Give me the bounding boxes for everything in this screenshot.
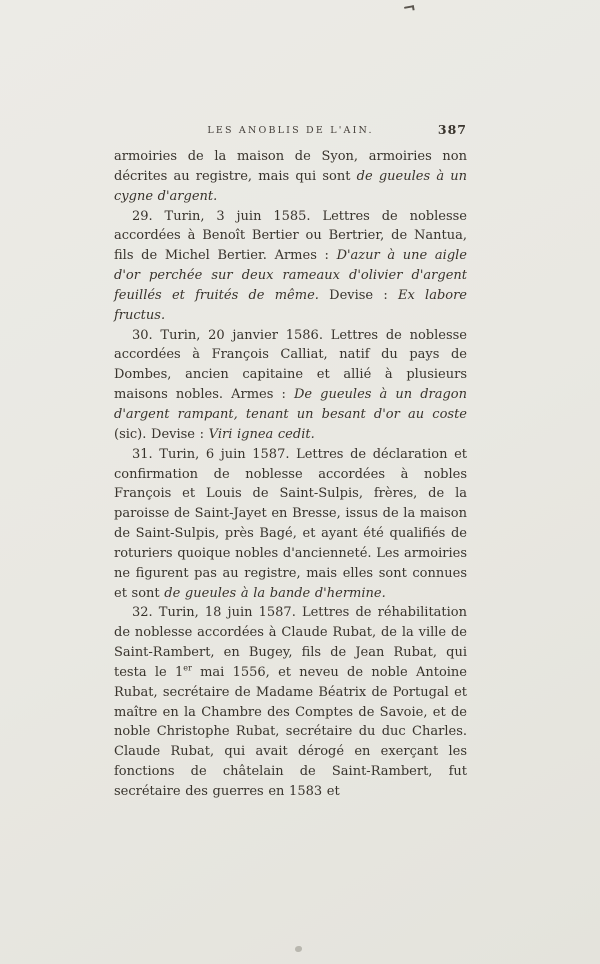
page-header — [114, 123, 467, 141]
blazon-italic-text: Viri ignea cedit. — [208, 426, 315, 442]
blazon-italic-text: De gueules à un dragon d'argent rampant, tenant un besant d'or au coste — [114, 387, 467, 422]
body-text: 32. Turin, 18 juin 1587. Lettres de réhabilitation de noblesse accordées à Claude Rubat, de la ville de Saint-Rambert, en Bugey, fils de Jean Rubat, qui testa le 1 — [114, 605, 467, 680]
paragraph-31-saint-sulpis — [114, 445, 467, 604]
blazon-italic-text: D'azur à une aigle d'or perchée sur deux rameaux d'olivier d'argent feuillés et fruités de même. — [114, 248, 467, 303]
body-text: armoiries de la maison de Syon, armoiries non décrites au registre, mais qui sont — [114, 149, 467, 184]
body-text: 31. Turin, 6 juin 1587. Lettres de déclaration et confirmation de noblesse accordées à nobles François et Louis de Saint-Sulpis, frères, de la paroisse de Saint-Jayet en Bresse, issus de la maison de Saint-Sulpis, près Bagé, et ayant été qualifiés de roturiers quoique nobles d'ancienneté. Les armoiries ne figurent pas au registre, mais elles sont connues et sont — [114, 446, 467, 601]
body-text: Devise : — [318, 287, 398, 303]
text-block — [114, 147, 467, 802]
blazon-italic-text: Ex labore fructus. — [114, 287, 468, 323]
page-number: 387 — [437, 122, 467, 137]
blazon-italic-text: de gueules à un cygne d'argent. — [114, 168, 467, 204]
paragraph-syon-continuation — [114, 147, 467, 207]
body-text: 30. Turin, 20 janvier 1586. Lettres de noblesse accordées à François Calliat, natif du pays de Dombes, ancien capitaine et allié à plusieurs maisons nobles. Armes : — [114, 327, 467, 403]
paragraph-32-rubat — [114, 603, 467, 801]
scan-artifact-top — [404, 5, 414, 9]
superscript-text: er — [183, 663, 192, 673]
body-text: (sic). Devise : — [114, 426, 209, 442]
running-title: LES ANOBLIS DE L'AIN. — [207, 125, 374, 136]
body-text: mai 1556, et neveu de noble Antoine Rubat, secrétaire de Madame Béatrix de Portugal et maître en la Chambre des Comptes de Savoie, et de noble Christophe Rubat, secrétaire du duc Charles. Claude Rubat, qui avait dérogé en exerçant les fonctions de châtelain de Saint-Rambert, fut secrétaire des guerres en 1583 et — [114, 664, 468, 799]
scan-artifact-bottom — [295, 946, 302, 952]
paragraph-30-calliat — [114, 326, 467, 445]
paragraph-29-bertier — [114, 207, 467, 326]
blazon-italic-text: de gueules à la bande d'hermine. — [164, 585, 386, 601]
body-text: 29. Turin, 3 juin 1585. Lettres de noblesse accordées à Benoît Bertier ou Bertrier, de Nantua, fils de Michel Bertier. Armes : — [114, 208, 467, 264]
